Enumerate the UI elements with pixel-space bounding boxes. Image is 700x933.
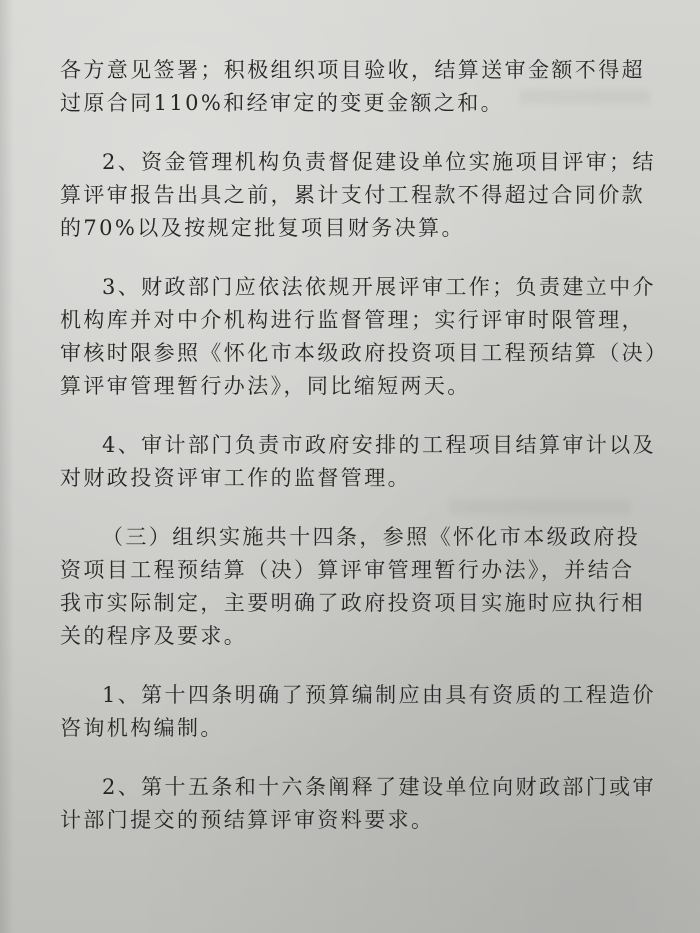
text-line: 我市实际制定，主要明确了政府投资项目实施时应执行相 [60, 591, 645, 615]
paragraph-approval-continuation [60, 54, 650, 120]
paragraph-item-4-audit-department [60, 429, 656, 495]
text-line: 各方意见签署；积极组织项目验收，结算送审金额不得超 [60, 58, 645, 82]
text-line: 咨询机构编制。 [60, 716, 224, 740]
page-edge-shadow [0, 0, 14, 933]
paragraph-item-2-articles-15-16 [60, 771, 656, 837]
document-body [60, 54, 669, 863]
text-line: （三）组织实施共十四条，参照《怀化市本级政府投 [102, 525, 641, 549]
text-line: 对财政投资评审工作的监督管理。 [60, 466, 411, 490]
text-line: 审核时限参照《怀化市本级政府投资项目工程预结算（决） [60, 341, 669, 365]
text-line: 关的程序及要求。 [60, 624, 248, 648]
text-line: 2、资金管理机构负责督促建设单位实施项目评审；结 [102, 150, 656, 174]
text-line: 3、财政部门应依法依规开展评审工作；负责建立中介 [102, 275, 656, 299]
text-line: 2、第十五条和十六条阐释了建设单位向财政部门或审 [102, 775, 656, 799]
text-line: 资项目工程预结算（决）算评审管理暂行办法》，并结合 [60, 558, 635, 582]
text-line: 4、审计部门负责市政府安排的工程项目结算审计以及 [102, 433, 656, 457]
paragraph-section-3-implementation [60, 521, 650, 653]
paragraph-item-1-article-14 [60, 679, 656, 745]
paragraph-item-3-finance-department [60, 271, 669, 403]
text-line: 机构库并对中介机构进行监督管理；实行评审时限管理， [60, 308, 645, 332]
paragraph-item-2-fund-management [60, 146, 656, 245]
text-line: 的70%以及按规定批复项目财务决算。 [60, 216, 465, 240]
text-line: 算评审管理暂行办法》，同比缩短两天。 [60, 374, 471, 398]
text-line: 计部门提交的预结算评审资料要求。 [60, 808, 435, 832]
text-line: 算评审报告出具之前，累计支付工程款不得超过合同价款 [60, 183, 645, 207]
text-line: 1、第十四条明确了预算编制应由具有资质的工程造价 [102, 683, 656, 707]
text-line: 过原合同110%和经审定的变更金额之和。 [60, 91, 505, 115]
